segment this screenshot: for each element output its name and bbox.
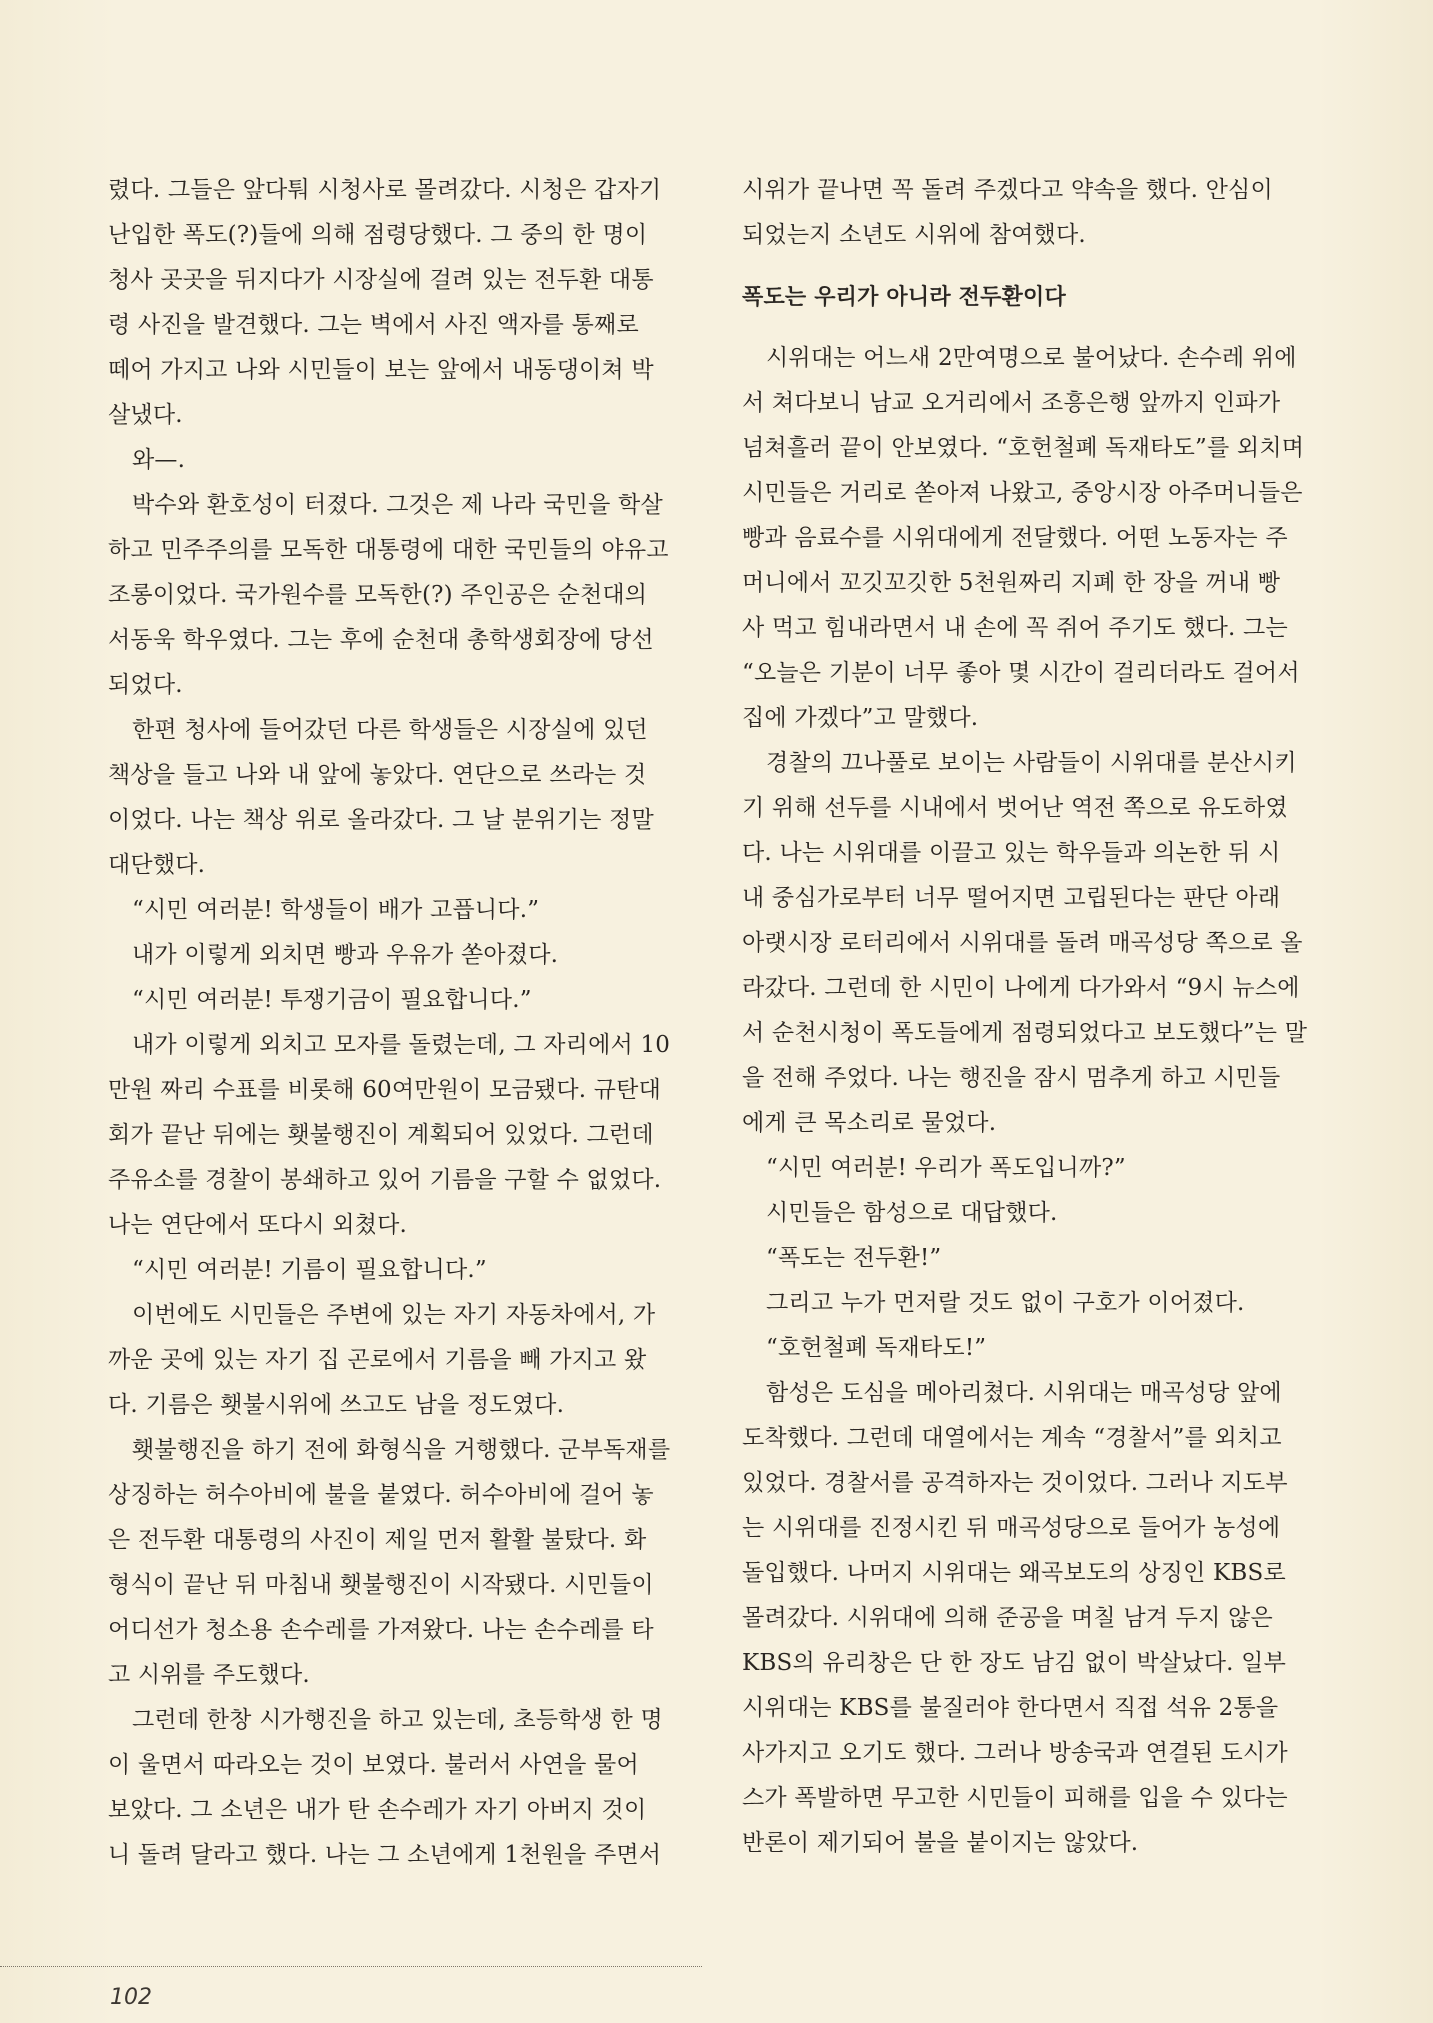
text-line: 시위대는 KBS를 불질러야 한다면서 직접 석유 2통을 xyxy=(742,1695,1279,1721)
text-line: 머니에서 꼬깃꼬깃한 5천원짜리 지폐 한 장을 꺼내 빵 xyxy=(742,570,1281,596)
text-line: 와—. xyxy=(132,447,186,473)
text-line: 집에 가겠다”고 말했다. xyxy=(742,705,979,731)
text-line: 난입한 폭도(?)들에 의해 점령당했다. 그 중의 한 명이 xyxy=(108,222,648,248)
text-line: 나는 연단에서 또다시 외쳤다. xyxy=(108,1212,408,1238)
text-line: “시민 여러분! 기름이 필요합니다.” xyxy=(132,1257,487,1283)
text-line: 살냈다. xyxy=(108,402,183,428)
right-column xyxy=(742,168,1334,1866)
text-line: 보았다. 그 소년은 내가 탄 손수레가 자기 아버지 것이 xyxy=(108,1797,647,1823)
text-line: 빵과 음료수를 시위대에게 전달했다. 어떤 노동자는 주 xyxy=(742,525,1288,551)
text-line: “호헌철폐 독재타도!” xyxy=(766,1335,987,1361)
text-line: 는 시위대를 진정시킨 뒤 매곡성당으로 들어가 농성에 xyxy=(742,1515,1281,1541)
text-line: 책상을 들고 나와 내 앞에 놓았다. 연단으로 쓰라는 것 xyxy=(108,762,647,788)
text-line: 시위가 끝나면 꼭 돌려 주겠다고 약속을 했다. 안심이 xyxy=(742,177,1273,203)
text-line: 떼어 가지고 나와 시민들이 보는 앞에서 내동댕이쳐 박 xyxy=(108,357,654,383)
text-line: “시민 여러분! 학생들이 배가 고픕니다.” xyxy=(132,897,540,923)
text-line: 주유소를 경찰이 봉쇄하고 있어 기름을 구할 수 없었다. xyxy=(108,1167,662,1193)
text-line: 다. 나는 시위대를 이끌고 있는 학우들과 의논한 뒤 시 xyxy=(742,840,1281,866)
text-line: 내가 이렇게 외치고 모자를 돌렸는데, 그 자리에서 10 xyxy=(132,1032,671,1058)
text-line: 사 먹고 힘내라면서 내 손에 꼭 쥐어 주기도 했다. 그는 xyxy=(742,615,1288,641)
text-line: 시위대는 어느새 2만여명으로 불어났다. 손수레 위에 xyxy=(766,345,1297,371)
text-line: 서동욱 학우였다. 그는 후에 순천대 총학생회장에 당선 xyxy=(108,627,654,653)
text-line: 령 사진을 발견했다. 그는 벽에서 사진 액자를 통째로 xyxy=(108,312,639,338)
section-heading: 폭도는 우리가 아니라 전두환이다 xyxy=(742,285,1066,310)
text-line: 니 돌려 달라고 했다. 나는 그 소년에게 1천원을 주면서 xyxy=(108,1842,662,1868)
text-line: 라갔다. 그런데 한 시민이 나에게 다가와서 “9시 뉴스에 xyxy=(742,975,1300,1001)
text-line: 이번에도 시민들은 주변에 있는 자기 자동차에서, 가 xyxy=(132,1302,656,1328)
text-line: 박수와 환호성이 터졌다. 그것은 제 나라 국민을 학살 xyxy=(132,492,663,518)
text-line: 형식이 끝난 뒤 마침내 횃불행진이 시작됐다. 시민들이 xyxy=(108,1572,654,1598)
text-line: 상징하는 허수아비에 불을 붙였다. 허수아비에 걸어 놓 xyxy=(108,1482,654,1508)
text-line: 렸다. 그들은 앞다퉈 시청사로 몰려갔다. 시청은 갑자기 xyxy=(108,177,662,203)
left-column xyxy=(108,168,700,1878)
text-line: 서 순천시청이 폭도들에게 점령되었다고 보도했다”는 말 xyxy=(742,1020,1308,1046)
text-line: 횃불행진을 하기 전에 화형식을 거행했다. 군부독재를 xyxy=(132,1437,671,1463)
right-column-body xyxy=(742,336,1334,1866)
text-line: 청사 곳곳을 뒤지다가 시장실에 걸려 있는 전두환 대통 xyxy=(108,267,654,293)
text-line: 몰려갔다. 시위대에 의해 준공을 며칠 남겨 두지 않은 xyxy=(742,1605,1273,1631)
page-number: 102 xyxy=(110,1985,152,2010)
text-line: “시민 여러분! 투쟁기금이 필요합니다.” xyxy=(132,987,532,1013)
text-line: 까운 곳에 있는 자기 집 곤로에서 기름을 빼 가지고 왔 xyxy=(108,1347,647,1373)
text-line: 기 위해 선두를 시내에서 벗어난 역전 쪽으로 유도하였 xyxy=(742,795,1288,821)
text-line: 서 쳐다보니 남교 오거리에서 조흥은행 앞까지 인파가 xyxy=(742,390,1281,416)
footer-rule xyxy=(0,1966,702,1967)
text-line: 대단했다. xyxy=(108,852,206,878)
text-line: 에게 큰 목소리로 물었다. xyxy=(742,1110,997,1136)
text-line: 돌입했다. 나머지 시위대는 왜곡보도의 상징인 KBS로 xyxy=(742,1560,1286,1586)
text-line: 내 중심가로부터 너무 떨어지면 고립된다는 판단 아래 xyxy=(742,885,1281,911)
text-line: 되었다. xyxy=(108,672,183,698)
text-line: 을 전해 주었다. 나는 행진을 잠시 멈추게 하고 시민들 xyxy=(742,1065,1281,1091)
text-line: 한편 청사에 들어갔던 다른 학생들은 시장실에 있던 xyxy=(132,717,648,743)
text-line: 회가 끝난 뒤에는 횃불행진이 계획되어 있었다. 그런데 xyxy=(108,1122,654,1148)
text-line: 하고 민주주의를 모독한 대통령에 대한 국민들의 야유고 xyxy=(108,537,669,563)
text-line: 경찰의 끄나풀로 보이는 사람들이 시위대를 분산시키 xyxy=(766,750,1297,776)
text-line: 스가 폭발하면 무고한 시민들이 피해를 입을 수 있다는 xyxy=(742,1785,1288,1811)
text-line: 조롱이었다. 국가원수를 모독한(?) 주인공은 순천대의 xyxy=(108,582,648,608)
text-line: 내가 이렇게 외치면 빵과 우유가 쏟아졌다. xyxy=(132,942,559,968)
text-line: 있었다. 경찰서를 공격하자는 것이었다. 그러나 지도부 xyxy=(742,1470,1288,1496)
text-line: 만원 짜리 수표를 비롯해 60여만원이 모금됐다. 규탄대 xyxy=(108,1077,662,1103)
text-line: 은 전두환 대통령의 사진이 제일 먼저 활활 불탔다. 화 xyxy=(108,1527,647,1553)
text-line: “시민 여러분! 우리가 폭도입니까?” xyxy=(766,1155,1126,1181)
text-line: 넘쳐흘러 끝이 안보였다. “호헌철폐 독재타도”를 외치며 xyxy=(742,435,1305,461)
text-line: 사가지고 오기도 했다. 그러나 방송국과 연결된 도시가 xyxy=(742,1740,1288,1766)
right-column-top xyxy=(742,168,1334,258)
text-line: 다. 기름은 횃불시위에 쓰고도 남을 정도였다. xyxy=(108,1392,565,1418)
text-line: 되었는지 소년도 시위에 참여했다. xyxy=(742,222,1086,248)
text-line: 이 울면서 따라오는 것이 보였다. 불러서 사연을 물어 xyxy=(108,1752,639,1778)
text-line: 그리고 누가 먼저랄 것도 없이 구호가 이어졌다. xyxy=(766,1290,1245,1316)
text-line: “오늘은 기분이 너무 좋아 몇 시간이 걸리더라도 걸어서 xyxy=(742,660,1300,686)
text-line: 아랫시장 로터리에서 시위대를 돌려 매곡성당 쪽으로 올 xyxy=(742,930,1303,956)
text-line: 이었다. 나는 책상 위로 올라갔다. 그 날 분위기는 정말 xyxy=(108,807,654,833)
text-line: 도착했다. 그런데 대열에서는 계속 “경찰서”를 외치고 xyxy=(742,1425,1282,1451)
text-line: “폭도는 전두환!” xyxy=(766,1245,942,1271)
text-line: 시민들은 함성으로 대답했다. xyxy=(766,1200,1058,1226)
text-line: 시민들은 거리로 쏟아져 나왔고, 중앙시장 아주머니들은 xyxy=(742,480,1303,506)
text-line: 어디선가 청소용 손수레를 가져왔다. 나는 손수레를 타 xyxy=(108,1617,654,1643)
text-line: 그런데 한창 시가행진을 하고 있는데, 초등학생 한 명 xyxy=(132,1707,663,1733)
text-line: 고 시위를 주도했다. xyxy=(108,1662,310,1688)
text-line: 반론이 제기되어 불을 붙이지는 않았다. xyxy=(742,1830,1139,1856)
text-line: KBS의 유리창은 단 한 장도 남김 없이 박살났다. 일부 xyxy=(742,1650,1286,1676)
text-line: 함성은 도심을 메아리쳤다. 시위대는 매곡성당 앞에 xyxy=(766,1380,1282,1406)
